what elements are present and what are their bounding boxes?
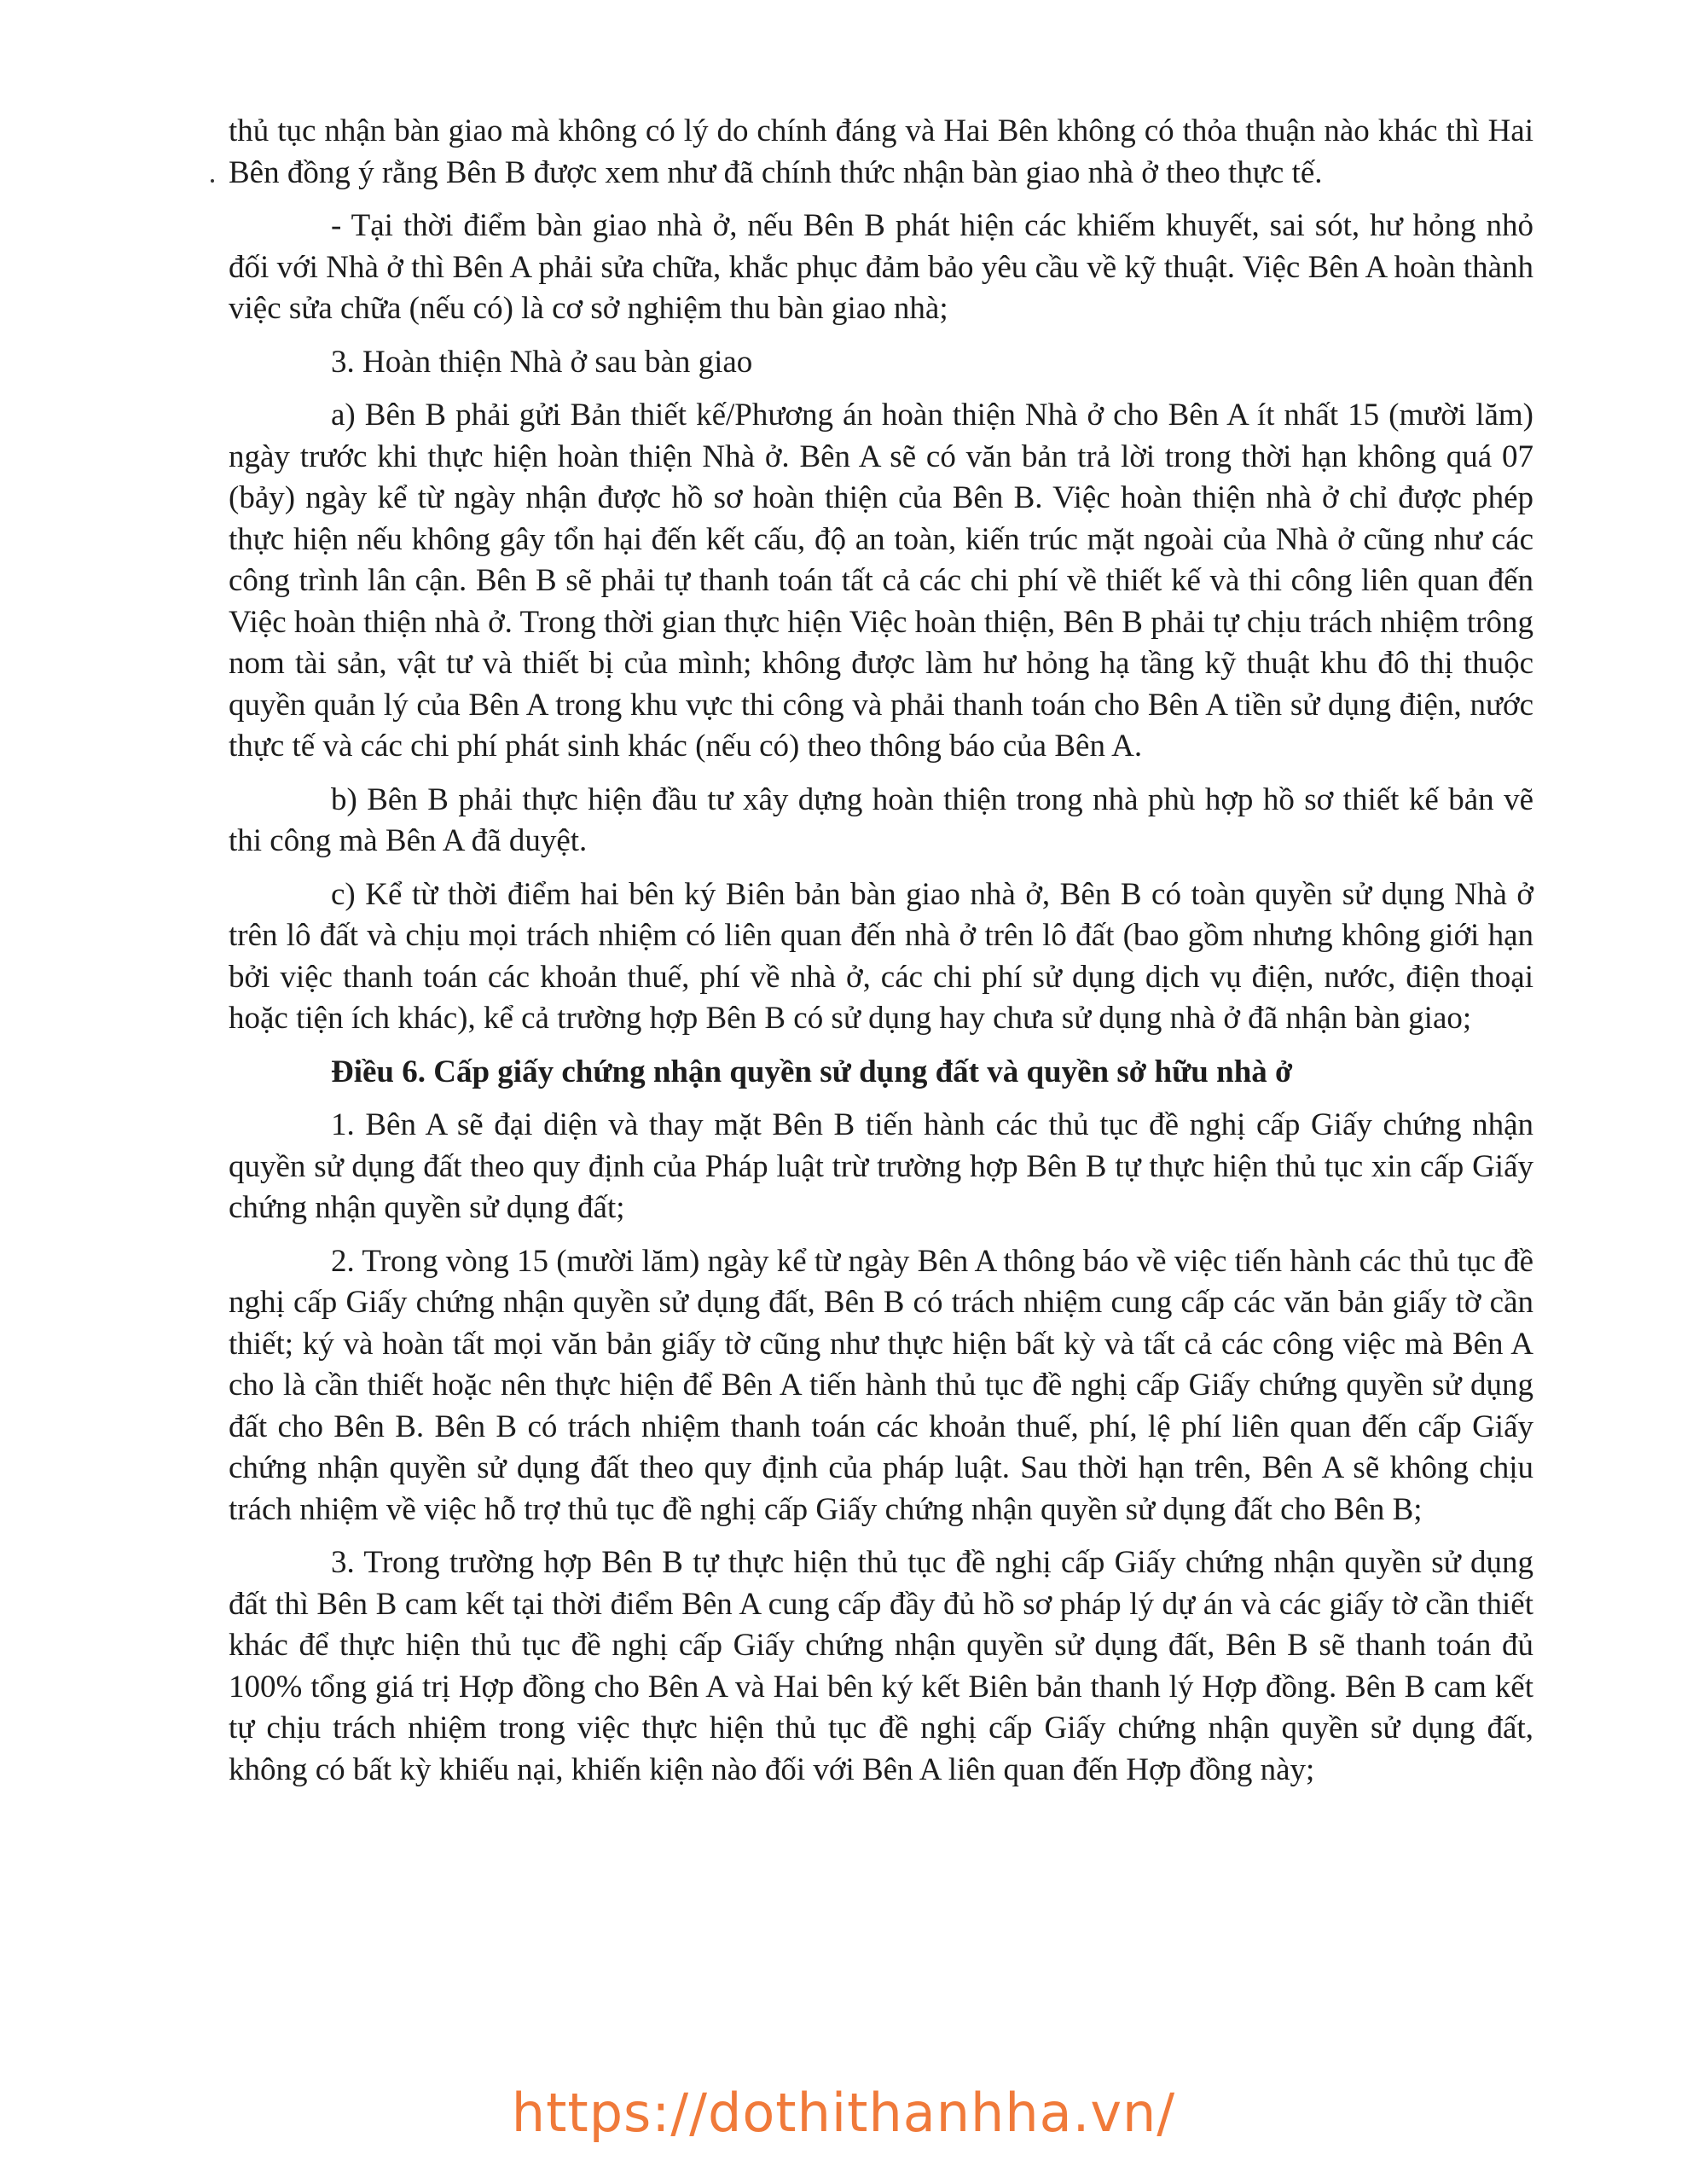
paragraph-3c: c) Kể từ thời điểm hai bên ký Biên bản bàn giao nhà ở, Bên B có toàn quyền sử dụng Nhà ở trên lô đất và chịu mọi trách nhiệm có liên quan đến nhà ở trên lô đất (bao gồm nhưng không giới hạn bởi việc thanh toán các khoản thuế, phí về nhà ở, các chi phí sử dụng dịch vụ điện, nước, điện thoại hoặc tiện ích khác), kể cả trường hợp Bên B có sử dụng hay chưa sử dụng nhà ở đã nhận bàn giao; xyxy=(229,876,1533,1036)
scan-dot-mark xyxy=(211,179,214,183)
article-6-heading: Điều 6. Cấp giấy chứng nhận quyền sử dụng đất và quyền sở hữu nhà ở xyxy=(331,1054,1293,1089)
paragraph-defect-repair: - Tại thời điểm bàn giao nhà ở, nếu Bên B phát hiện các khiếm khuyết, sai sót, hư hỏng nhỏ đối với Nhà ở thì Bên A phải sửa chữa, khắc phục đảm bảo yêu cầu về kỹ thuật. Việc Bên A hoàn thành việc sửa chữa (nếu có) là cơ sở nghiệm thu bàn giao nhà; xyxy=(229,208,1533,326)
article-6-clause-3: 3. Trong trường hợp Bên B tự thực hiện thủ tục đề nghị cấp Giấy chứng nhận quyền sử dụng đất thì Bên B cam kết tại thời điểm Bên A cung cấp đầy đủ hồ sơ pháp lý dự án và các giấy tờ cần thiết khác để thực hiện thủ tục đề nghị cấp Giấy chứng nhận quyền sử dụng đất, Bên B sẽ thanh toán đủ 100% tổng giá trị Hợp đồng cho Bên A và Hai bên ký kết Biên bản thanh lý Hợp đồng. Bên B cam kết tự chịu trách nhiệm trong việc thực hiện thủ tục đề nghị cấp Giấy chứng nhận quyền sử dụng đất, không có bất kỳ khiếu nại, khiến kiện nào đối với Bên A liên quan đến Hợp đồng này; xyxy=(229,1545,1533,1787)
website-watermark: https://dothithanhha.vn/ xyxy=(511,2082,1176,2144)
paragraph-3b: b) Bên B phải thực hiện đầu tư xây dựng hoàn thiện trong nhà phù hợp hồ sơ thiết kế bản vẽ thi công mà Bên A đã duyệt. xyxy=(229,781,1533,858)
section-3-title: 3. Hoàn thiện Nhà ở sau bàn giao xyxy=(331,344,753,380)
paragraph-continuation: thủ tục nhận bàn giao mà không có lý do chính đáng và Hai Bên không có thỏa thuận nào khác thì Hai Bên đồng ý rằng Bên B được xem như đã chính thức nhận bàn giao nhà ở theo thực tế. xyxy=(229,113,1533,190)
document-page xyxy=(229,111,1533,1803)
article-6-clause-2: 2. Trong vòng 15 (mười lăm) ngày kể từ ngày Bên A thông báo về việc tiến hành các thủ tục đề nghị cấp Giấy chứng nhận quyền sử dụng đất, Bên B có trách nhiệm cung cấp các văn bản giấy tờ cần thiết; ký và hoàn tất mọi văn bản giấy tờ cũng như thực hiện bất kỳ và tất cả các công việc mà Bên A cho là cần thiết hoặc nên thực hiện để Bên A tiến hành thủ tục đề nghị cấp Giấy chứng quyền sử dụng đất cho Bên B. Bên B có trách nhiệm thanh toán các khoản thuế, phí, lệ phí liên quan đến cấp Giấy chứng nhận quyền sử dụng đất theo quy định của pháp luật. Sau thời hạn trên, Bên A sẽ không chịu trách nhiệm về việc hỗ trợ thủ tục đề nghị cấp Giấy chứng nhận quyền sử dụng đất cho Bên B; xyxy=(229,1243,1533,1527)
paragraph-3a: a) Bên B phải gửi Bản thiết kế/Phương án hoàn thiện Nhà ở cho Bên A ít nhất 15 (mười lăm) ngày trước khi thực hiện hoàn thiện Nhà ở. Bên A sẽ có văn bản trả lời trong thời hạn không quá 07 (bảy) ngày kể từ ngày nhận được hồ sơ hoàn thiện của Bên B. Việc hoàn thiện nhà ở chỉ được phép thực hiện nếu không gây tổn hại đến kết cấu, độ an toàn, kiến trúc mặt ngoài của Nhà ở cũng như các công trình lân cận. Bên B sẽ phải tự thanh toán tất cả các chi phí về thiết kế và thi công liên quan đến Việc hoàn thiện nhà ở. Trong thời gian thực hiện Việc hoàn thiện, Bên B phải tự chịu trách nhiệm trông nom tài sản, vật tư và thiết bị của mình; không được làm hư hỏng hạ tầng kỹ thuật khu đô thị thuộc quyền quản lý của Bên A trong khu vực thi công và phải thanh toán cho Bên A tiền sử dụng điện, nước thực tế và các chi phí phát sinh khác (nếu có) theo thông báo của Bên A. xyxy=(229,398,1533,764)
article-6-clause-1: 1. Bên A sẽ đại diện và thay mặt Bên B tiến hành các thủ tục đề nghị cấp Giấy chứng nhận quyền sử dụng đất theo quy định của Pháp luật trừ trường hợp Bên B tự thực hiện thủ tục xin cấp Giấy chứng nhận quyền sử dụng đất; xyxy=(229,1107,1533,1225)
